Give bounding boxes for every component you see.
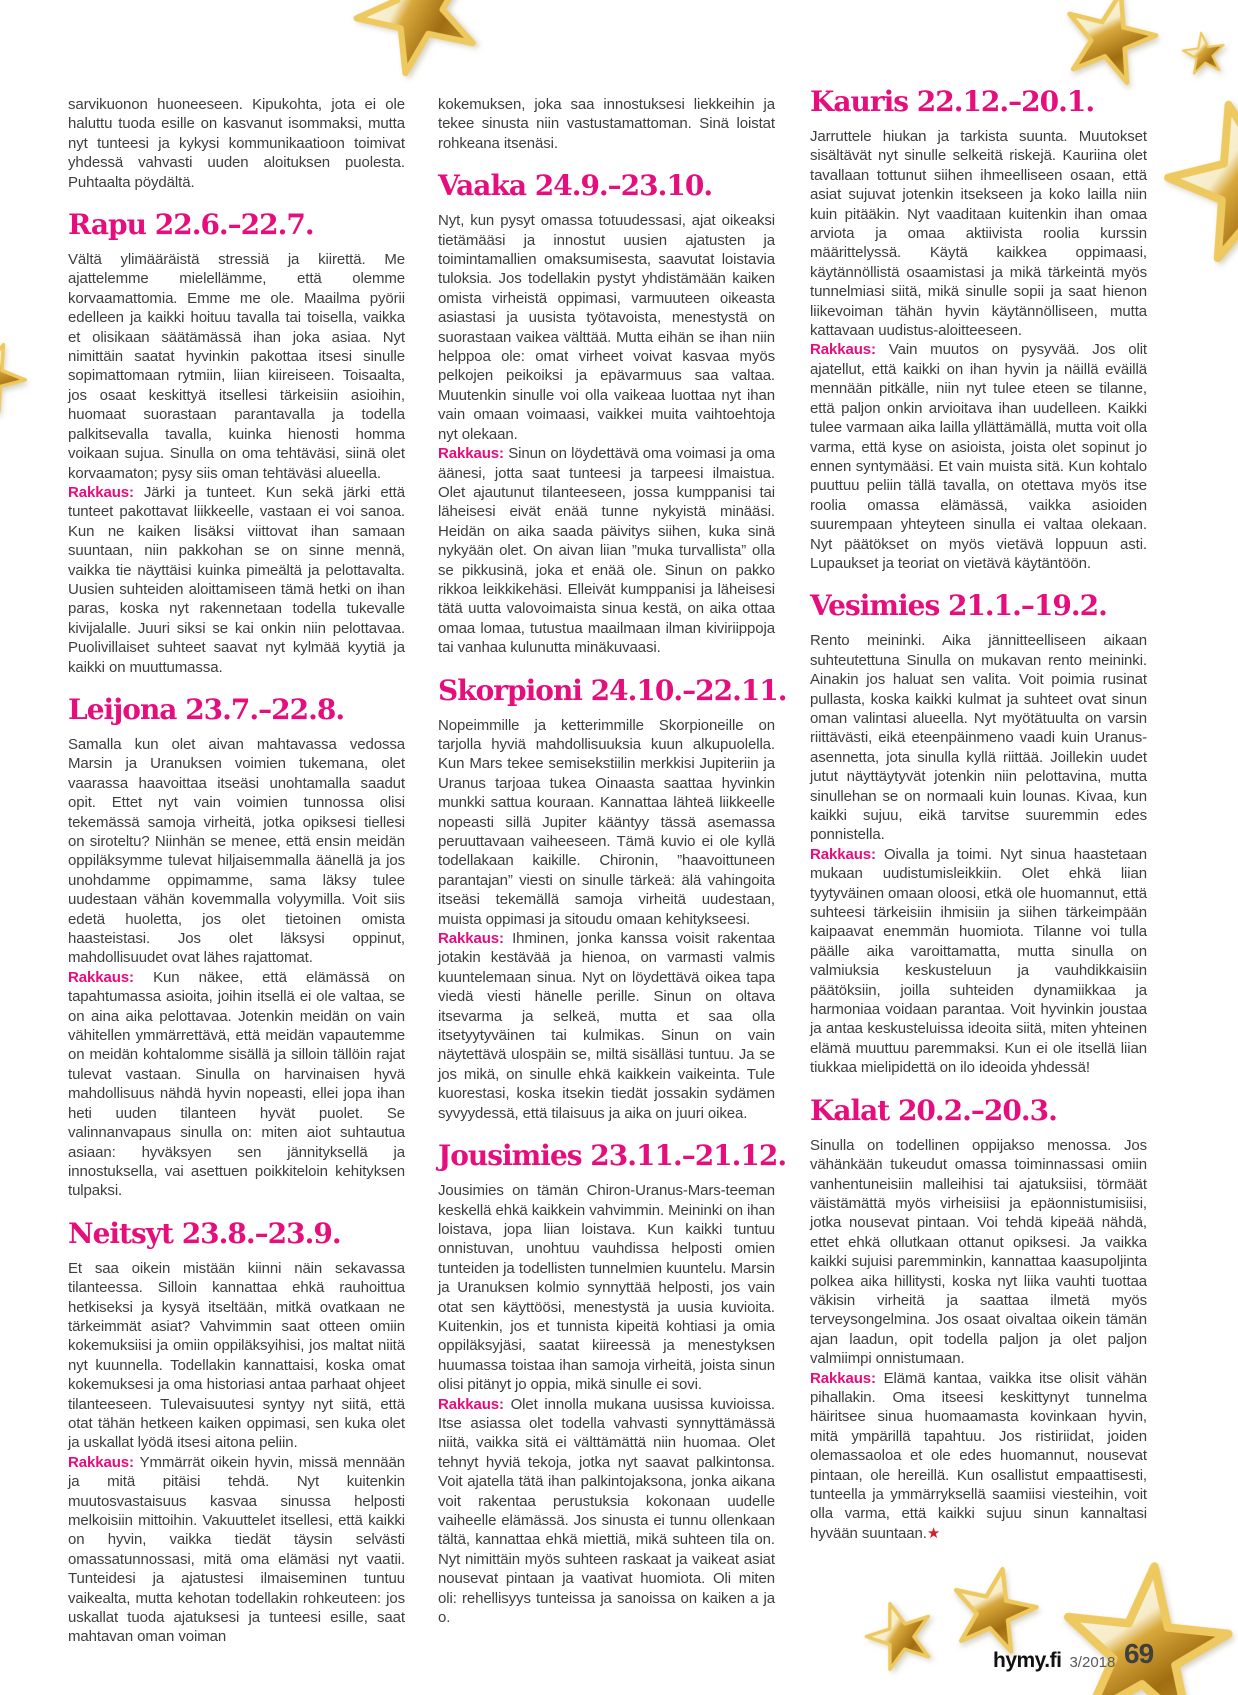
love-paragraph-rapu bbox=[68, 483, 405, 677]
love-label: Rakkaus: bbox=[68, 968, 154, 986]
gold-star-icon bbox=[853, 1588, 948, 1681]
love-paragraph-neitsyt bbox=[68, 1453, 405, 1647]
end-star-icon: ★ bbox=[926, 1524, 941, 1542]
sign-body-jousimies: Jousimies on tämän Chiron-Uranus-Mars-teeman keskellä ehkä kaikkein vahvimmin. Meininki on ihan loistava, jopa liian loistava. Kun kaikki tuntuu onnistuvan, unohtuu vauhdissa helposti omien tunteiden ja todellisten tunnelmien kuuntelu. Marsin ja Uranuksen kolmio synnyttää helposti, jos vain otat sen käyttöösi, menestystä ja uusia kuvioita. Kuitenkin, jos et tunnista kipeitä kohtiasi ja omia oppiläksyjäsi, saatat kiireessä ja menestyksen huumassa toistaa ihan samoja virheitä, joista sinun olisi pitänyt jo oppia, mikä sinulle ei sovi. bbox=[438, 1182, 775, 1394]
gold-star-icon bbox=[1140, 74, 1238, 284]
issue-label: 3/2018 bbox=[1069, 1654, 1116, 1671]
love-paragraph-kauris bbox=[810, 340, 1147, 573]
gold-star-icon bbox=[1047, 0, 1172, 97]
love-text: Ihminen, jonka kanssa voisit rakentaa jotakin kestävää ja hienoa, on varmasti valmis kuuntelemaan sinua. Nyt on löydettävä oikea tapa viedä viesti hänelle perille. Sinun on oltava itsevarma ja selkeä, mutta et saa olla itsetyytyväinen tai kulmikas. Sinun on vain näytettävä ulospäin se, miltä sisälläsi tuntuu. Ja se jos mikä, on sinulle ehkä kaikkein vaikeinta. Tule kuorestasi, koska itsekin tiedät jossakin sydämen syvyydessä, että tilaisuus ja aika on juuri oikea. bbox=[438, 930, 775, 1122]
love-text: Sinun on löydettävä oma voimasi ja oma äänesi, jotta saat tunteesi ja tarpeesi ilmaistua. Olet ajautunut tilanteeseen, jossa kumppanisi tai läheisesi eivät enää tunne nykyistä minääsi. Heidän on aika saada päivitys siihen, kuka sinä nykyään olet. On aivan liian ”muka turvallista” olla se pikkusinä, joka et enää ole. Sinun on pakko rikkoa leikkikehäsi. Elleivät kumppanisi ja läheisesi tätä uutta valovoimaista sinua kestä, on aika ottaa omaa lomaa, tutustua maailmaan ilman kiviriippoja tai vanhaa kulunutta minäkuvaasi. bbox=[438, 445, 775, 657]
continuation-paragraph: sarvikuonon huoneeseen. Kipukohta, jota ei ole haluttu tuoda esille on kasvanut isommaksi, mutta nyt tunteesi ja kykysi kommunikaatioon toimivat yhdessä vahvasti uuden aloituksen puolesta. Puhtaalta pöydältä. bbox=[68, 96, 405, 191]
love-text: Olet innolla mukana uusissa kuvioissa. Itse asiassa olet todella vahvasti synnyttämässä niitä, vaikka sitä ei välttämättä niin huomaa. Olet tehnyt hyviä tekoja, jotka nyt saavat palkintonsa. Voit ajatella tätä ihan palkintojaksona, jonka aikana voit rakentaa perustuksia kokonaan uudelle vaiheelle elämässä. Jos sinusta ei tunnu ollenkaan tältä, kannattaa ehkä miettiä, mikä suhteen tila on. Nyt nimittäin myös suhteen raskaat ja vaikeat asiat nousevat pintaan ja vaativat huomiota. Oli miten oli: rehellisyys tunteissa ja sanoissa on kaiken a ja o. bbox=[438, 1395, 775, 1627]
gold-star-icon bbox=[0, 326, 41, 425]
text-column-2 bbox=[438, 95, 787, 1627]
love-label: Rakkaus: bbox=[810, 845, 884, 863]
love-text: Vain muutos on pysyvää. Jos olit ajatellut, että kaikki on ihan hyvin ja näillä eväillä mennään pitkälle, niin nyt tulee eteen se tilanne, että paljon onkin arvioitava ihan uudelleen. Kaikki tulee varmaan aika lailla yllättämällä, mutta voit olla varma, että kyse on asioista, joista olet sopinut jo ennen syntymääsi. Et vain muista sitä. Kun kohtalo puuttuu peliin tällä tavalla, on otettava myös itse roolia omassa elämässä, vaikka asioiden suurempaan yhteyteen sinulla ei valtaa olekaan. Nyt päätökset on myös vietävä loppuun asti. Lupaukset ja teoriat on vietävä käytäntöön. bbox=[810, 341, 1147, 572]
sign-heading-kauris: Kauris 22.12.–20.1. bbox=[810, 85, 1095, 118]
love-label: Rakkaus: bbox=[438, 930, 513, 948]
love-paragraph-skorpioni bbox=[438, 929, 775, 1123]
love-paragraph-vaaka bbox=[438, 444, 775, 657]
sign-body-kauris: Jarruttele hiukan ja tarkista suunta. Muutokset sisältävät nyt sinulle selkeitä riskejä. Kauriina olet tavallaan tottunut siihen ihmeelliseen osaan, että asiat sujuvat jotenkin itsekseen ja koko lailla niin kuin pitääkin. Nyt vaaditaan kuitenkin ihan omaa arviota ja omaa aktiivista roolia kurssin määrittelyssä. Käytä kaikkea oppimaasi, käytännöllistä osaamistasi ja mikä tärkeintä myös tunnelmiasi siitä, mikä sinulle sopii ja saat hienon liikevoiman tähän hyvin käytännölliseen, mutta kattavaan uudistus-aloitteeseen. bbox=[810, 128, 1147, 340]
sign-heading-jousimies: Jousimies 23.11.–21.12. bbox=[438, 1139, 787, 1173]
sign-heading-vesimies: Vesimies 21.1.–19.2. bbox=[810, 589, 1107, 623]
sign-body-leijona: Samalla kun olet aivan mahtavassa vedossa Marsin ja Uranuksen voimien tukemana, olet vaarassa haavoittaa itseäsi unohtamalla saadut opit. Ettet nyt vain voimien tunnossa olisi tekemässä samoja virheitä, jotka opiksesi tiellesi on siroteltu? Niinhän se menee, että ensin meidän oppiläksymme tulevat hiljaisemmalla äänellä ja jos unohdamme oppimamme, sama läksy tulee uudestaan vähän kovemmalla volyymilla. Voit siis edetä huoletta, jos olet tietoinen omista haasteistasi. Jos olet läksysi oppinut, mahdollisuudet ovat lähes rajattomat. bbox=[68, 735, 405, 967]
magazine-brand: hymy.fi bbox=[993, 1649, 1062, 1672]
sign-body-skorpioni: Nopeimmille ja ketterimmille Skorpioneille on tarjolla hyviä mahdollisuuksia kuun alkupuolella. Kun Mars tekee semisekstiilin merkkisi Jupiteriin ja Uranus tarjoaa tukea Oinaasta saattaa hyvinkin munkki sattua kouraan. Kannattaa lähteä liikkeelle nopeasti sillä Jupiter kääntyy tässä asemassa peruuttavaan vaiheeseen. Tämä kuvio ei ole kyllä todellakaan kaikille. Chironin, ”haavoittuneen parantajan” viesti on sinulle tärkeä: älä vahingoita itseäsi tekemällä samoja virheitä uudestaan, muista oppimasi ja sitoudu omaan kehitykseesi. bbox=[438, 716, 775, 928]
sign-heading-leijona: Leijona 23.7.–22.8. bbox=[68, 692, 345, 726]
sign-heading-vaaka: Vaaka 24.9.–23.10. bbox=[438, 169, 713, 203]
love-text: Ymmärrät oikein hyvin, missä mennään ja mitä pitäisi tehdä. Nyt kuitenkin muutosvastaisuus kasvaa sinussa helposti melkoisiin mittoihin. Vakuuttelet itsellesi, että kaikki on hyvin, vaikka tiedät täysin selvästi omassatunnossasi, mitä oma elämäsi nyt vaatii. Tunteidesi ja ajatustesi ilmaiseminen tuntuu vaikealta, mutta kehotan todellakin rohkeuteen: jos uskallat tuoda ajatuksesi ja tunteesi esille, saat mahtavan oman voiman bbox=[68, 1453, 405, 1646]
sign-body-vesimies: Rento meininki. Aika jännitteelliseen aikaan suhteutettuna Sinulla on mukavan rento meininki. Ainakin jos haluat sen valita. Voit poimia rusinat pullasta, koska kaikki kulmat ja suhteet ovat sinun oman valintasi alueella. Nyt myötätuulta on varsin riittävästi, eikä eteenpäinmeno vaadi kuin Uranus-asennetta, jota sinulla kyllä riittää. Joillekin uudet jutut näyttäytyvät jotenkin niin pelottavina, mutta sinullehan se on normaali kuin lounas. Kivaa, kun kaikki sujuu, eikä tarvitse suuremmin edes ponnistella. bbox=[810, 632, 1147, 844]
text-column-3 bbox=[810, 85, 1147, 1543]
gold-star-icon bbox=[937, 1554, 1050, 1664]
love-text: Oivalla ja toimi. Nyt sinua haastetaan mukaan uudistumisleikkiin. Olet ehkä liian tyytyväinen omaan oloosi, etkä ole huomannut, että suhteesi tärkeisiin ihmisiin ja siihen tärkeimpään kaipaavat enemmän huomiota. Tilanne voi tulla päälle aika varoittamatta, mutta sinulla on valmiuksia keskusteluun ja vauhdikkaisiin päätöksiin, joilla suhteiden dynamiikkaa ja harmoniaa voidaan parantaa. Voit hyvinkin joustaa ja antaa keskusteluissa ideoita siitä, miten yhteinen elämä muuttuu paremmaksi. Kun ei ole itsellä liian tiukkaa mielipidettä on ilo ideoida yhdessä! bbox=[810, 845, 1147, 1077]
gold-star-icon bbox=[1177, 27, 1231, 80]
sign-heading-rapu: Rapu 22.6.–22.7. bbox=[68, 208, 314, 242]
sign-heading-skorpioni: Skorpioni 24.10.–22.11. bbox=[438, 673, 787, 707]
sign-body-rapu: Vältä ylimääräistä stressiä ja kiirettä. Me ajattelemme mielellämme, että olemme korvaamattomia. Emme me ole. Maailma pyörii edelleen ja kaikki hoituu tavalla tai toisella, vaikka et olisikaan säätämässä ihan joka asiaa. Nyt nimittäin saatat hyvinkin pakottaa itsesi sinulle sopimattomaan rytmiin, liian kiireiseen. Toisaalta, jos osaat keskittyä itsellesi tärkeisiin asioihin, huomaat suorastaan parantavalla ja todella palkitsevalla tavalla, kuinka hienosti homma voikaan sujua. Sinulla on oma tehtäväsi, siinä olet korvaamaton; pysy siis oman tehtäväsi alueella. bbox=[68, 251, 405, 482]
love-label: Rakkaus: bbox=[810, 341, 889, 359]
page-number: 69 bbox=[1124, 1638, 1154, 1669]
love-paragraph-leijona bbox=[68, 968, 405, 1201]
love-paragraph-jousimies bbox=[438, 1395, 775, 1628]
text-column-1 bbox=[68, 95, 405, 1647]
footer bbox=[993, 1649, 1115, 1673]
sign-heading-neitsyt: Neitsyt 23.8.–23.9. bbox=[68, 1216, 341, 1250]
love-text: Kun näkee, että elämässä on tapahtumassa asioita, joihin itsellä ei ole valtaa, se on aina aika pelottavaa. Jotenkin meidän on vain vähitellen ymmärrettävä, että meidän vapautemme on meidän kohtalomme sisällä ja silloin tällöin rajat tulevat vastaan. Sinulla on harvinaisen hyvä mahdollisuus nähdä hyvin nopeasti, ellei jopa ihan heti uuden tilanteen hyvät puolet. Se valinnanvapaus sinulla on: miten aiot suhtautua asiaan: hyväksyen sen jännityksellä ja innostuksella, vai asettuen poikkiteloin kehityksen tulpaksi. bbox=[68, 968, 405, 1200]
love-label: Rakkaus: bbox=[68, 1453, 140, 1471]
love-label: Rakkaus: bbox=[810, 1369, 884, 1387]
love-text: Järki ja tunteet. Kun sekä järki että tunteet pakottavat liikkeelle, vastaan ei voi sanoa. Kun ne kaiken lisäksi viittovat ihan samaan suuntaan, niin pakkohan se on sinne mennä, vaikka tie näyttäisi kuinka pimeältä ja pelottavalta. Uusien suhteiden aloittamiseen tämä hetki on ihan paras, koska nyt rakennetaan todella tukevalle kivijalalle. Juuri siksi se kai onkin niin pelottavaa. Puolivillaiset suhteet saavat nyt kylmää kyytiä ja kaikki on muuttumassa. bbox=[68, 483, 405, 676]
love-paragraph-vesimies bbox=[810, 845, 1147, 1078]
sign-body-kalat: Sinulla on todellinen oppijakso menossa. Jos vähänkään tukeudut omassa toiminnassasi omiin vanhentuneisiin malleihisi tai ajatuksiisi, törmäät väistämättä myös virheisiisi ja epäonnistumisiisi, jotka nousevat pintaan. Voi tehdä kipeää nähdä, ettet ehkä ollutkaan ottanut opiksesi. Ja vaikka kaikki sujuisi paremminkin, kannattaa kaasupoljinta polkea aika hillitysti, koska nyt liika vauhti tuottaa väkisin virheitä ja saattaa ilmetä myös terveysongelmina. Jos osaat oivaltaa oikein tämän ajan laadun, opit todella paljon ja olet paljon valmiimpi onnistumaan. bbox=[810, 1136, 1147, 1368]
sign-body-neitsyt: Et saa oikein mistään kiinni näin sekavassa tilanteessa. Silloin kannattaa ehkä rauhoittua hetkiseksi ja kysyä itseltään, mitkä ovatkaan ne tärkeimmät asiat? Vahvimmin saat otteen omiin kokemuksiisi ja omiin oppiläksyihisi, jos maltat niitä nyt kuunnella. Todellakin kannattaisi, koska omat kokemuksesi ja oma historiasi antaa parhaat ohjeet tilanteeseen. Tulevaisuutesi syntyy nyt siitä, että otat tähän hetkeen kaiken oppimasi, sen kuka olet ja uskallat lyödä itsesi aitona peliin. bbox=[68, 1259, 405, 1452]
love-paragraph-kalat bbox=[810, 1369, 1147, 1544]
love-label: Rakkaus: bbox=[438, 1395, 511, 1413]
love-text: Elämä kantaa, vaikka itse olisit vähän pihallakin. Oma itseesi keskittynyt tunnelma häiritsee sinua huomaamasta kovinkaan hyvin, mitä ympärillä tapahtuu. Jos ristiriidat, joiden olemassaoloa et ole edes huomannut, nousevat pintaan, ole hereillä. Kun osallistut empaattisesti, tunteella ja ymmärryksellä saamiisi viesteihin, voit olla varma, että kaikki sujuu sinun kannaltasi hyvään suuntaan. bbox=[810, 1369, 1147, 1542]
sign-body-vaaka: Nyt, kun pysyt omassa totuudessasi, ajat oikeaksi tietämääsi ja innostut uusien ajatusten ja toimintamallien omaksumisesta, saavutat loistavia tuloksia. Jos todellakin pystyt yhdistämään kaiken omista virheistä oppimasi, varmuuteen oikeasta asiastasi ja uusista työtavoista, menestystä on suorastaan vaikea välttää. Mutta eihän se ihan niin helppoa ole: omat virheet voivat kasvaa myös pelkojen peikoiksi ja epävarmuus saa valtaa. Muutenkin sinulle voi olla vaikeaa luottaa nyt ihan vain omaan voimaasi, vaikkei muita vaihtoehtoja nyt olekaan. bbox=[438, 212, 775, 443]
gold-star-icon bbox=[327, 0, 507, 97]
love-label: Rakkaus: bbox=[68, 483, 144, 501]
sign-heading-kalat: Kalat 20.2.–20.3. bbox=[810, 1093, 1057, 1127]
continuation-paragraph: kokemuksen, joka saa innostuksesi liekkeihin ja tekee sinusta niin vastustamattoman. Sinä loistat rohkeana itsenäsi. bbox=[438, 96, 775, 152]
love-label: Rakkaus: bbox=[438, 445, 509, 463]
